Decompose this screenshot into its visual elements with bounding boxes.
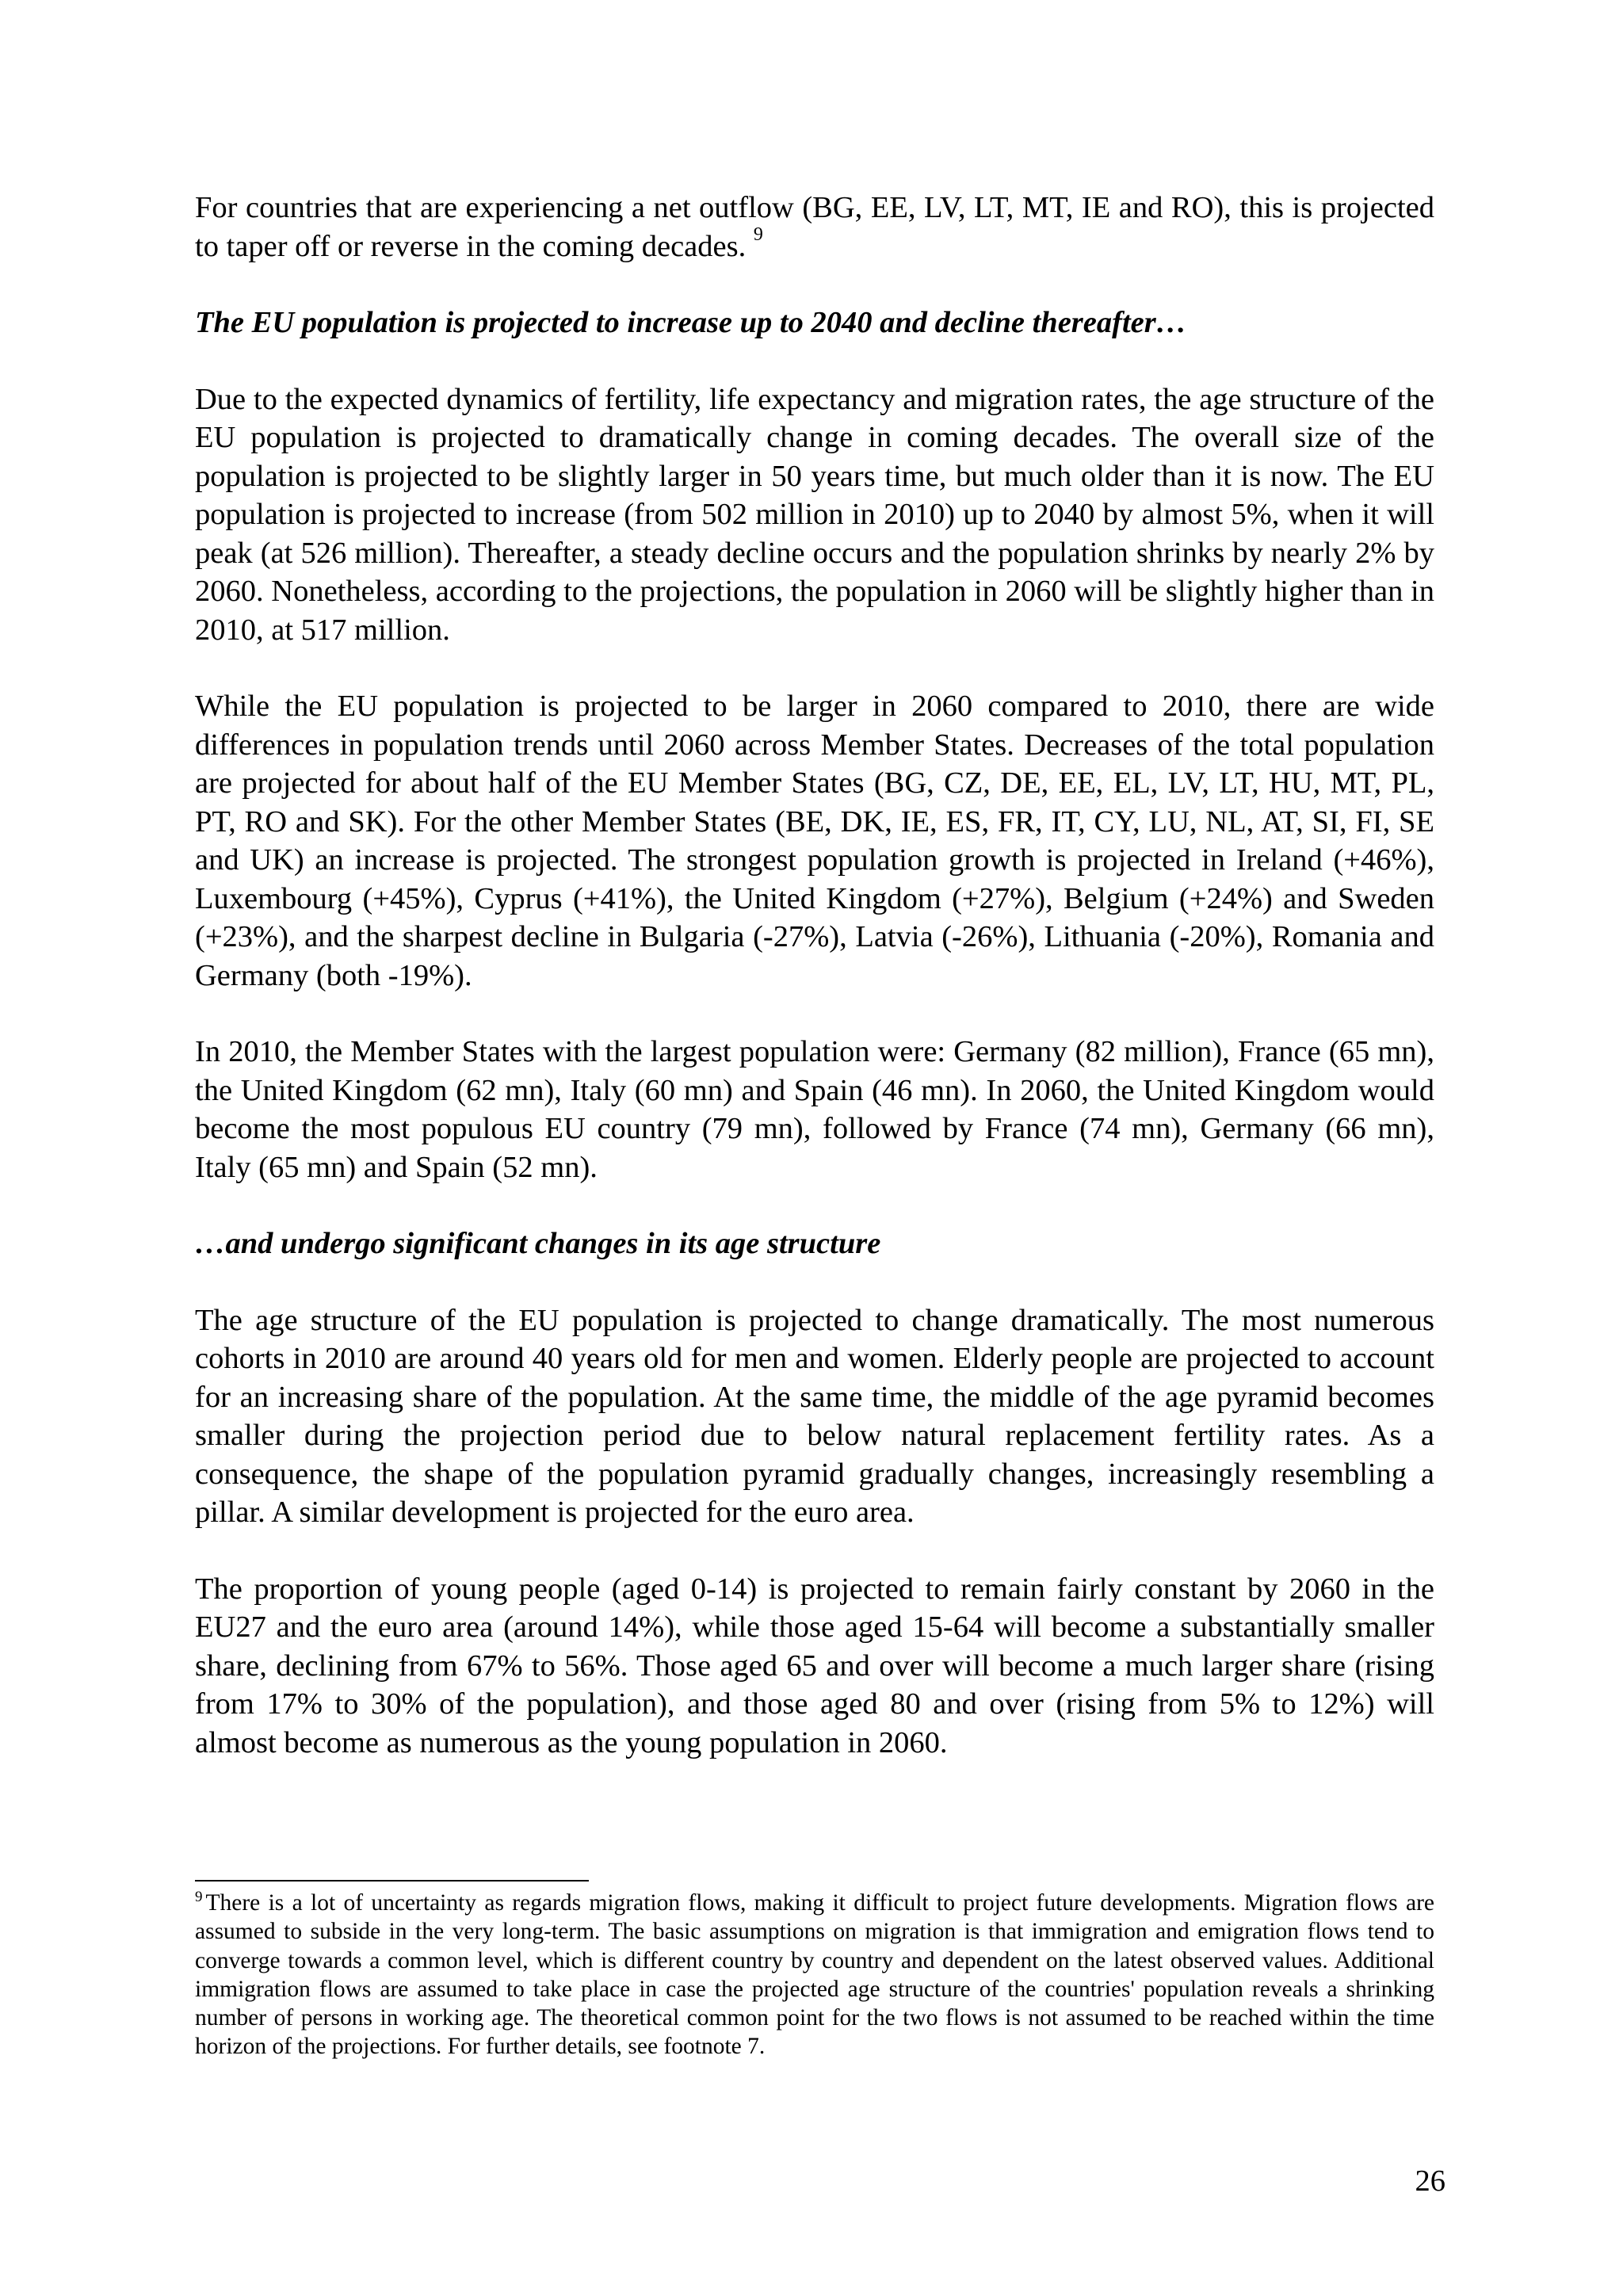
- paragraph-net-outflow: For countries that are experiencing a net outflow (BG, EE, LV, LT, MT, IE and RO), this is projected to taper off or reverse in the coming decades. $^9$: [195, 191, 1434, 263]
- footnote-9: [195, 1889, 1434, 2061]
- page-number: 26: [1415, 2164, 1445, 2198]
- footnote-number: 9: [195, 1889, 203, 1906]
- body-text: [195, 189, 1434, 1800]
- paragraph-population-pyramid: The age structure of the EU population is projected to change dramatically. The most numerous cohorts in 2010 are around 40 years old for men and women. Elderly people are projected to account for an increasing share of the population. At the same time, the middle of the age pyramid becomes smaller during the projection period due to below natural replacement fertility rates. As a consequence, the shape of the population pyramid gradually changes, increasingly resembling a pillar. A similar development is projected for the euro area.: [195, 1303, 1434, 1529]
- section-heading-age-structure-changes: …and undergo significant changes in its age structure: [195, 1227, 881, 1260]
- paragraph-age-group-shares: The proportion of young people (aged 0-14) is projected to remain fairly constant by 2060 in the EU27 and the euro area (around 14%), while those aged 15-64 will become a substantially smaller share, declining from 67% to 56%. Those aged 65 and over will become a much larger share (rising from 17% to 30% of the population), and those aged 80 and over (rising from 5% to 12%) will almost become as numerous as the young population in 2060.: [195, 1572, 1434, 1759]
- section-heading-population-increase: The EU population is projected to increase up to 2040 and decline thereafter…: [195, 306, 1187, 339]
- paragraph-member-state-trends: While the EU population is projected to be larger in 2060 compared to 2010, there are wide differences in population trends until 2060 across Member States. Decreases of the total population are projected for about half of the EU Member States (BG, CZ, DE, EE, EL, LV, LT, HU, MT, PL, PT, RO and SK). For the other Member States (BE, DK, IE, ES, FR, IT, CY, LU, NL, AT, SI, FI, SE and UK) an increase is projected. The strongest population growth is projected in Ireland (+46%), Luxembourg (+45%), Cyprus (+41%), the United Kingdom (+27%), Belgium (+24%) and Sweden (+23%), and the sharpest decline in Bulgaria (-27%), Latvia (-26%), Lithuania (-20%), Romania and Germany (both -19%).: [195, 690, 1434, 992]
- footnote-reference[interactable]: 9: [753, 223, 763, 245]
- paragraph-largest-populations: In 2010, the Member States with the largest population were: Germany (82 million), France (65 mn), the United Kingdom (62 mn), Italy (60 mn) and Spain (46 mn). In 2060, the United Kingdom would become the most populous EU country (79 mn), followed by France (74 mn), Germany (66 mn), Italy (65 mn) and Spain (52 mn).: [195, 1035, 1434, 1184]
- footnote-separator: [195, 1880, 589, 1881]
- footnote-text: There is a lot of uncertainty as regards migration flows, making it difficult to project future developments. Migration flows are assumed to subside in the very long-term. The basic assumptions on migration is that immigration and emigration flows tend to converge towards a common level, which is different country by country and dependent on the latest observed values. Additional immigration flows are assumed to take place in case the projected age structure of the countries' population reveals a shrinking number of persons in working age. The theoretical common point for the two flows is not assumed to be reached within the time horizon of the projections. For further details, see footnote 7.: [195, 1890, 1434, 2060]
- paragraph-age-structure-dynamics: Due to the expected dynamics of fertility, life expectancy and migration rates, the age structure of the EU population is projected to dramatically change in coming decades. The overall size of the population is projected to be slightly larger in 50 years time, but much older than it is now. The EU population is projected to increase (from 502 million in 2010) up to 2040 by almost 5%, when it will peak (at 526 million). Thereafter, a steady decline occurs and the population shrinks by nearly 2% by 2060. Nonetheless, according to the projections, the population in 2060 will be slightly higher than in 2010, at 517 million.: [195, 382, 1434, 647]
